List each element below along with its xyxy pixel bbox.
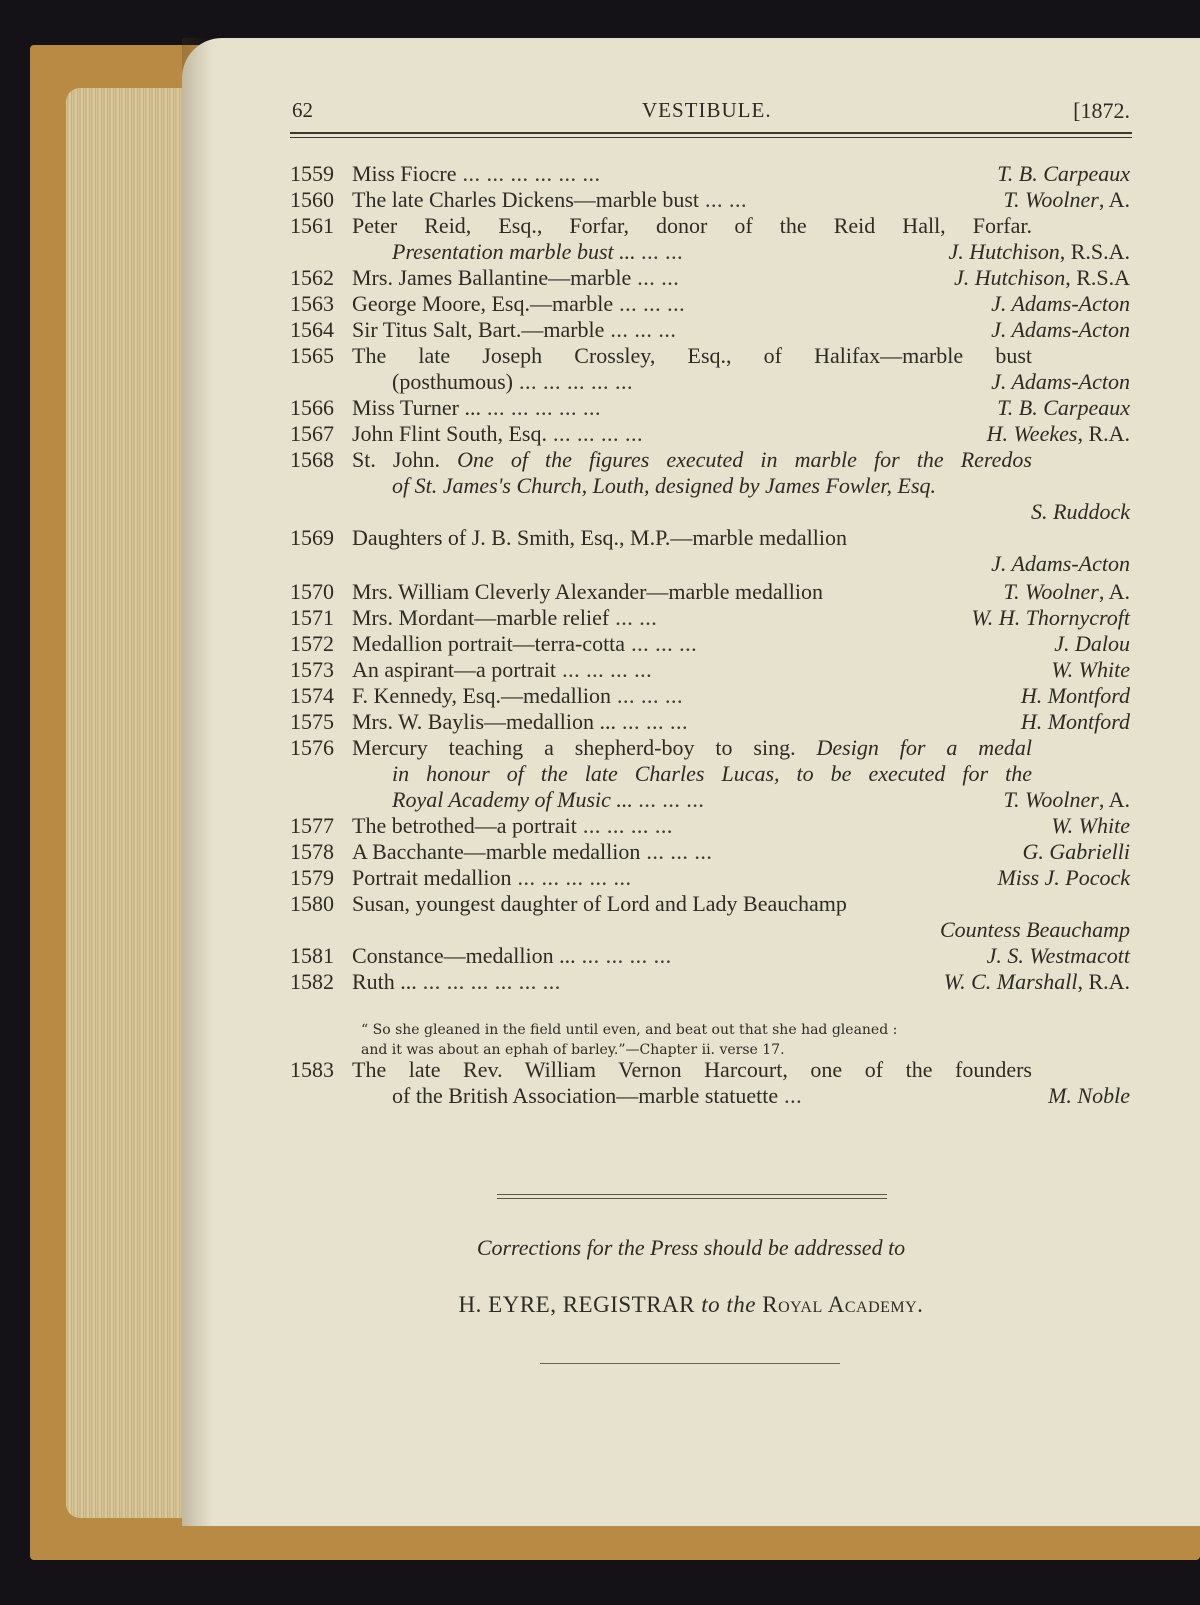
- artist-name: T. B. Carpeaux: [997, 395, 1130, 420]
- page-edges: [66, 88, 190, 1518]
- catalogue-entry-line: [290, 472, 1130, 499]
- catalogue-entry-line: [290, 838, 1130, 865]
- entry-title: Mrs. W. Baylis—medallion ... ... ... ...: [352, 709, 688, 734]
- artist-name: W. White: [1051, 813, 1130, 838]
- quote-line-2: and it was about an ephah of barley.”—Chapter ii. verse 17.: [361, 1042, 785, 1058]
- entry-number: 1572: [290, 631, 334, 656]
- entry-number: 1569: [290, 525, 334, 550]
- entry-title: Medallion portrait—terra-cotta ... ... ...: [352, 631, 698, 656]
- leader-dots: ... ... ... ... ...: [480, 395, 601, 420]
- entry-title: Susan, youngest daughter of Lord and Lady Beauchamp: [352, 891, 847, 916]
- catalogue-entry-line: [290, 656, 1130, 683]
- entry-title: of the British Association—marble statuette ...: [392, 1083, 803, 1108]
- entry-title: The betrothed—a portrait ... ... ... ...: [352, 813, 673, 838]
- page-title: VESTIBULE.: [642, 98, 772, 122]
- leader-dots: ... ... ... ...: [576, 813, 673, 838]
- catalogue-entry-line: [290, 186, 1130, 213]
- leader-dots: ... ... ... ...: [575, 943, 672, 968]
- leader-dots: ... ... ...: [632, 787, 705, 812]
- entry-title: George Moore, Esq.—marble ... ... ...: [352, 291, 686, 316]
- entry-title: Ruth ... ... ... ... ... ... ...: [352, 969, 561, 994]
- artist-name: J. Adams-Acton: [991, 317, 1130, 342]
- entry-number: 1563: [290, 291, 334, 316]
- entry-title: Miss Turner ... ... ... ... ... ...: [352, 395, 601, 420]
- catalogue-entry-line: [290, 238, 1130, 265]
- entry-number: 1562: [290, 265, 334, 290]
- leader-dots: ... ... ... ...: [546, 421, 643, 446]
- artist-name: W. White: [1051, 657, 1130, 682]
- entry-number: 1582: [290, 969, 334, 994]
- entry-number: 1567: [290, 421, 334, 446]
- artist-name: J. Dalou: [1054, 631, 1130, 656]
- catalogue-entry-line: [290, 604, 1130, 631]
- entry-number: 1571: [290, 605, 334, 630]
- catalogue-entry-line: [290, 968, 1130, 995]
- entry-title: Portrait medallion ... ... ... ... ...: [352, 865, 632, 890]
- quote-line-1: “ So she gleaned in the field until even, and beat out that she had gleaned :: [361, 1022, 898, 1038]
- catalogue-entry-line: [290, 160, 1130, 187]
- entry-number: 1578: [290, 839, 334, 864]
- entry-title: An aspirant—a portrait ... ... ... ...: [352, 657, 653, 682]
- page-number: 62: [292, 98, 313, 122]
- entry-title: Mercury teaching a shepherd-boy to sing. Design for a medal: [352, 735, 1033, 760]
- leader-dots: ... ... ...: [640, 839, 713, 864]
- catalogue-entry-line: [290, 290, 1130, 317]
- registrar-org: Royal Academy.: [762, 1292, 924, 1317]
- leader-dots: ... ...: [635, 239, 684, 264]
- entry-title: Mrs. Mordant—marble relief ... ...: [352, 605, 658, 630]
- catalogue-entry-line: [290, 578, 1130, 605]
- catalogue-entry-line: [290, 264, 1130, 291]
- catalogue-entry-line: [290, 1082, 1130, 1109]
- entry-title: Constance—medallion ... ... ... ... ...: [352, 943, 672, 968]
- artist-name: J. S. Westmacott: [986, 943, 1130, 968]
- entry-title: Presentation marble bust ... ... ...: [392, 239, 684, 264]
- header-rule-thin: [290, 137, 1132, 138]
- registrar-name: H. EYRE, REGISTRAR: [458, 1292, 695, 1317]
- artist-name: J. Hutchison, R.S.A: [954, 265, 1130, 290]
- catalogue-entry-line: [290, 760, 1130, 787]
- catalogue-entry-line: [290, 708, 1130, 735]
- catalogue-entry-line: [290, 890, 1130, 917]
- book-page: [182, 38, 1200, 1526]
- leader-dots: ... ...: [699, 187, 748, 212]
- artist-name: H. Montford: [1020, 683, 1130, 708]
- artist-name: T. Woolner, A.: [1003, 579, 1130, 604]
- catalogue-entry-line: [290, 316, 1130, 343]
- artist-name: S. Ruddock: [1031, 499, 1130, 524]
- entry-title: F. Kennedy, Esq.—medallion ... ... ...: [352, 683, 683, 708]
- leader-dots: ... ... ...: [604, 317, 677, 342]
- registrar-to: to the: [701, 1292, 756, 1317]
- leader-dots: ...: [778, 1083, 803, 1108]
- section-divider: [497, 1194, 887, 1195]
- artist-name: J. Adams-Acton: [991, 551, 1130, 576]
- leader-dots: ... ... ... ... ... ...: [456, 161, 601, 186]
- artist-name: H. Weekes, R.A.: [986, 421, 1130, 446]
- entry-title: The late Rev. William Vernon Harcourt, one of the founders: [352, 1057, 1032, 1082]
- catalogue-entry-line: [290, 864, 1130, 891]
- entry-number: 1580: [290, 891, 334, 916]
- leader-dots: ... ... ...: [613, 291, 686, 316]
- catalogue-entry-line: [290, 916, 1130, 943]
- entry-number: 1568: [290, 447, 334, 472]
- artist-name: T. Woolner, A.: [1003, 787, 1130, 812]
- entry-title: Mrs. James Ballantine—marble ... ...: [352, 265, 680, 290]
- artist-name: W. C. Marshall, R.A.: [943, 969, 1130, 994]
- catalogue-entry-line: [290, 682, 1130, 709]
- entry-title: St. John. One of the figures executed in marble for the Reredos: [352, 447, 1032, 472]
- entry-title: A Bacchante—marble medallion ... ... ...: [352, 839, 713, 864]
- page-year: [1872.: [1073, 98, 1130, 123]
- entry-title: Royal Academy of Music ... ... ... ...: [392, 787, 705, 812]
- artist-name: G. Gabrielli: [1022, 839, 1130, 864]
- entry-number: 1564: [290, 317, 334, 342]
- leader-dots: ... ... ... ... ...: [513, 369, 633, 394]
- entry-description: One of the figures executed in marble for the Reredos: [440, 447, 1032, 472]
- artist-name: Miss J. Pocock: [997, 865, 1130, 890]
- entry-title: John Flint South, Esq. ... ... ... ...: [352, 421, 643, 446]
- catalogue-entry-line: [290, 630, 1130, 657]
- entry-title: in honour of the late Charles Lucas, to be executed for the: [392, 761, 1032, 786]
- catalogue-entry-line: [290, 812, 1130, 839]
- catalogue-entry-line: [290, 420, 1130, 447]
- catalogue-entry-line: [290, 1056, 1130, 1083]
- artist-name: W. H. Thornycroft: [971, 605, 1130, 630]
- entry-title: Mrs. William Cleverly Alexander—marble medallion: [352, 579, 823, 604]
- entry-number: 1583: [290, 1057, 334, 1082]
- catalogue-entry-line: [290, 524, 1130, 551]
- artist-name: T. B. Carpeaux: [997, 161, 1130, 186]
- section-divider-thin: [497, 1198, 887, 1199]
- catalogue-entry-line: [290, 786, 1130, 813]
- leader-dots: ... ... ...: [625, 631, 698, 656]
- page-header: [292, 98, 1130, 128]
- catalogue-entry-line: [290, 498, 1130, 525]
- entry-number: 1575: [290, 709, 334, 734]
- entry-title: Peter Reid, Esq., Forfar, donor of the Reid Hall, Forfar.: [352, 213, 1032, 238]
- entry-title: Miss Fiocre ... ... ... ... ... ...: [352, 161, 601, 186]
- leader-dots: ... ... ...: [616, 709, 688, 734]
- catalogue-entry-line: [290, 394, 1130, 421]
- leader-dots: ... ... ... ...: [556, 657, 653, 682]
- catalogue-entry-line: [290, 734, 1130, 761]
- artist-name: M. Noble: [1048, 1083, 1130, 1108]
- entry-title: Sir Titus Salt, Bart.—marble ... ... ...: [352, 317, 677, 342]
- entry-number: 1576: [290, 735, 334, 760]
- footer-divider: [540, 1363, 840, 1364]
- corrections-note: Corrections for the Press should be addressed to: [476, 1235, 906, 1260]
- entry-number: 1566: [290, 395, 334, 420]
- artist-name: H. Montford: [1020, 709, 1130, 734]
- entry-number: 1573: [290, 657, 334, 682]
- catalogue-entry-line: [290, 368, 1130, 395]
- entry-number: 1560: [290, 187, 334, 212]
- entry-number: 1581: [290, 943, 334, 968]
- leader-dots: ... ... ... ... ...: [511, 865, 632, 890]
- leader-dots: ... ...: [631, 265, 680, 290]
- entry-title: of St. James's Church, Louth, designed by James Fowler, Esq.: [392, 473, 937, 498]
- entry-description: Design for a medal: [795, 735, 1033, 760]
- catalogue-entry-line: [290, 446, 1130, 473]
- spine-shadow: [182, 38, 212, 1526]
- entry-number: 1570: [290, 579, 334, 604]
- catalogue-entry-line: [290, 550, 1130, 577]
- artist-name: T. Woolner, A.: [1003, 187, 1130, 212]
- catalogue-entry-line: [290, 212, 1130, 239]
- entry-number: 1559: [290, 161, 334, 186]
- leader-dots: ... ... ...: [610, 683, 683, 708]
- catalogue-entry-line: [290, 942, 1130, 969]
- artist-name: J. Adams-Acton: [991, 291, 1130, 316]
- entry-title: Daughters of J. B. Smith, Esq., M.P.—marble medallion: [352, 525, 847, 550]
- registrar-line: [182, 1292, 1200, 1318]
- entry-title: (posthumous) ... ... ... ... ...: [392, 369, 633, 394]
- entry-number: 1577: [290, 813, 334, 838]
- entry-number: 1574: [290, 683, 334, 708]
- artist-name: J. Hutchison, R.S.A.: [948, 239, 1130, 264]
- leader-dots: ... ...: [609, 605, 658, 630]
- artist-name: Countess Beauchamp: [939, 917, 1130, 942]
- entry-number: 1579: [290, 865, 334, 890]
- entry-number: 1565: [290, 343, 334, 368]
- entry-number: 1561: [290, 213, 334, 238]
- entry-title: The late Joseph Crossley, Esq., of Halifax—marble bust: [352, 343, 1032, 368]
- artist-name: J. Adams-Acton: [991, 369, 1130, 394]
- leader-dots: ... ... ... ... ... ...: [416, 969, 561, 994]
- header-rule: [290, 132, 1132, 134]
- entry-title: The late Charles Dickens—marble bust ... ...: [352, 187, 748, 212]
- catalogue-entry-line: [290, 342, 1130, 369]
